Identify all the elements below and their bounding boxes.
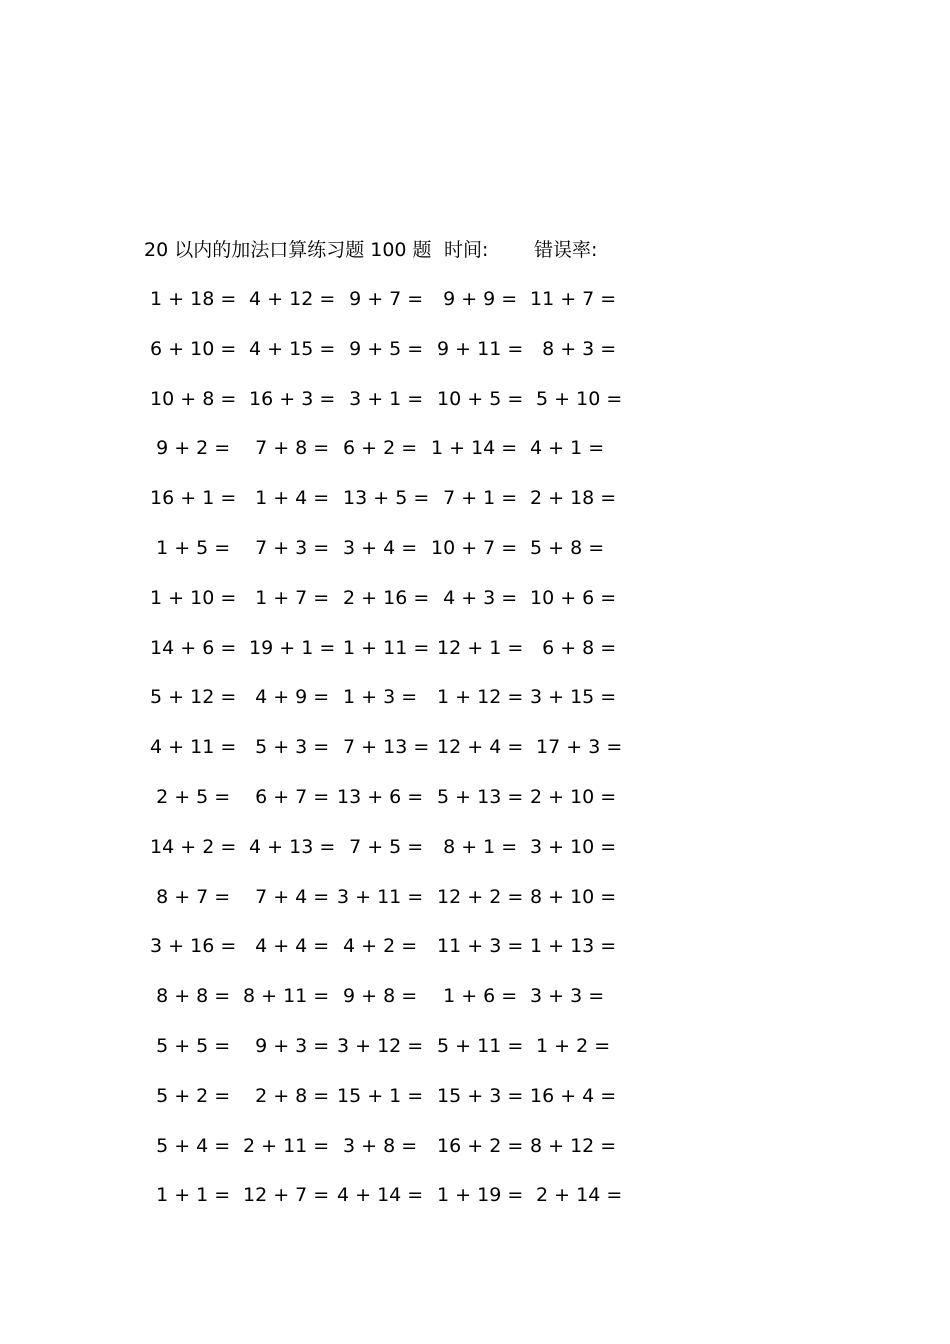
addition-problem: 2 + 11 =	[243, 1134, 330, 1157]
addition-problem: 9 + 5 =	[337, 337, 424, 360]
addition-problem: 1 + 6 =	[431, 985, 518, 1008]
addition-problem: 19 + 1 =	[243, 636, 336, 659]
addition-problem: 9 + 2 =	[144, 437, 231, 460]
addition-problem: 11 + 7 =	[530, 288, 617, 310]
addition-problem: 3 + 1 =	[337, 387, 424, 410]
problem-row	[144, 534, 634, 584]
addition-problem: 5 + 5 =	[144, 1034, 231, 1057]
addition-problem: 17 + 3 =	[530, 736, 623, 759]
addition-problem: 5 + 2 =	[144, 1084, 231, 1107]
problem-row	[144, 1132, 634, 1182]
problem-row	[144, 335, 634, 385]
addition-problem: 9 + 3 =	[243, 1034, 330, 1057]
addition-problem: 4 + 14 =	[337, 1184, 424, 1207]
addition-problem: 6 + 10 =	[144, 337, 237, 360]
addition-problem: 10 + 6 =	[530, 586, 617, 609]
addition-problem: 12 + 2 =	[431, 885, 524, 908]
addition-problem: 6 + 7 =	[243, 785, 330, 808]
problem-row	[144, 1082, 634, 1132]
addition-problem: 8 + 8 =	[144, 985, 231, 1008]
addition-problem: 5 + 4 =	[144, 1134, 231, 1157]
addition-problem: 4 + 1 =	[530, 437, 605, 460]
addition-problem: 3 + 12 =	[337, 1034, 424, 1057]
addition-problem: 1 + 14 =	[431, 437, 518, 460]
addition-problem: 1 + 11 =	[337, 636, 430, 659]
addition-problem: 12 + 1 =	[431, 636, 524, 659]
addition-problem: 9 + 7 =	[337, 288, 424, 310]
addition-problem: 2 + 8 =	[243, 1084, 330, 1107]
addition-problem: 1 + 18 =	[144, 288, 237, 310]
addition-problem: 3 + 3 =	[530, 985, 605, 1008]
problem-row	[144, 434, 634, 484]
addition-problem: 5 + 11 =	[431, 1034, 524, 1057]
addition-problem: 1 + 2 =	[530, 1034, 611, 1057]
addition-problem: 2 + 14 =	[530, 1184, 623, 1207]
addition-problem: 14 + 6 =	[144, 636, 237, 659]
addition-problem: 7 + 13 =	[337, 736, 430, 759]
addition-problem: 9 + 9 =	[431, 288, 518, 310]
addition-problem: 1 + 7 =	[243, 586, 330, 609]
problem-row	[144, 584, 634, 634]
addition-problem: 8 + 12 =	[530, 1134, 617, 1157]
addition-problem: 3 + 15 =	[530, 686, 617, 709]
addition-problem: 7 + 5 =	[337, 835, 424, 858]
addition-problem: 12 + 4 =	[431, 736, 524, 759]
addition-problem: 1 + 4 =	[243, 487, 330, 510]
problem-row	[144, 285, 634, 335]
addition-problem: 13 + 6 =	[337, 785, 424, 808]
problem-row	[144, 683, 634, 733]
problem-grid	[144, 285, 634, 1231]
addition-problem: 3 + 4 =	[337, 536, 418, 559]
addition-problem: 4 + 13 =	[243, 835, 336, 858]
problem-row	[144, 385, 634, 435]
addition-problem: 10 + 8 =	[144, 387, 237, 410]
addition-problem: 6 + 2 =	[337, 437, 418, 460]
addition-problem: 1 + 5 =	[144, 536, 231, 559]
problem-row	[144, 883, 634, 933]
addition-problem: 3 + 16 =	[144, 935, 237, 958]
addition-problem: 16 + 2 =	[431, 1134, 524, 1157]
addition-problem: 9 + 11 =	[431, 337, 524, 360]
time-label: 时间:	[444, 239, 489, 261]
problem-row	[144, 634, 634, 684]
problem-row	[144, 1032, 634, 1082]
addition-problem: 10 + 7 =	[431, 536, 518, 559]
addition-problem: 4 + 11 =	[144, 736, 237, 759]
addition-problem: 3 + 10 =	[530, 835, 617, 858]
addition-problem: 8 + 3 =	[530, 337, 617, 360]
addition-problem: 4 + 15 =	[243, 337, 336, 360]
addition-problem: 3 + 11 =	[337, 885, 424, 908]
addition-problem: 4 + 12 =	[243, 288, 336, 310]
addition-problem: 16 + 4 =	[530, 1084, 617, 1107]
addition-problem: 5 + 13 =	[431, 785, 524, 808]
addition-problem: 1 + 10 =	[144, 586, 237, 609]
addition-problem: 8 + 10 =	[530, 885, 617, 908]
problem-row	[144, 1181, 634, 1231]
error-rate-label: 错误率:	[534, 239, 598, 261]
addition-problem: 4 + 3 =	[431, 586, 518, 609]
addition-problem: 15 + 1 =	[337, 1084, 424, 1107]
addition-problem: 2 + 10 =	[530, 785, 617, 808]
addition-problem: 15 + 3 =	[431, 1084, 524, 1107]
addition-problem: 13 + 5 =	[337, 487, 430, 510]
addition-problem: 1 + 1 =	[144, 1184, 231, 1207]
addition-problem: 7 + 8 =	[243, 437, 330, 460]
problem-row	[144, 982, 634, 1032]
addition-problem: 8 + 7 =	[144, 885, 231, 908]
problem-row	[144, 484, 634, 534]
addition-problem: 2 + 16 =	[337, 586, 430, 609]
addition-problem: 7 + 4 =	[243, 885, 330, 908]
addition-problem: 5 + 3 =	[243, 736, 330, 759]
problem-row	[144, 833, 634, 883]
addition-problem: 7 + 3 =	[243, 536, 330, 559]
problem-row	[144, 932, 634, 982]
addition-problem: 10 + 5 =	[431, 387, 524, 410]
addition-problem: 2 + 18 =	[530, 487, 617, 510]
addition-problem: 5 + 12 =	[144, 686, 237, 709]
addition-problem: 12 + 7 =	[243, 1184, 330, 1207]
addition-problem: 4 + 4 =	[243, 935, 330, 958]
addition-problem: 1 + 19 =	[431, 1184, 524, 1207]
addition-problem: 8 + 11 =	[243, 985, 330, 1008]
addition-problem: 16 + 3 =	[243, 387, 336, 410]
addition-problem: 5 + 8 =	[530, 536, 605, 559]
problem-row	[144, 733, 634, 783]
addition-problem: 7 + 1 =	[431, 487, 518, 510]
addition-problem: 14 + 2 =	[144, 835, 237, 858]
addition-problem: 16 + 1 =	[144, 487, 237, 510]
worksheet-title: 20 以内的加法口算练习题 100 题	[144, 239, 432, 261]
addition-problem: 8 + 1 =	[431, 835, 518, 858]
problem-row	[144, 783, 634, 833]
addition-problem: 5 + 10 =	[530, 387, 623, 410]
addition-problem: 2 + 5 =	[144, 785, 231, 808]
addition-problem: 1 + 12 =	[431, 686, 524, 709]
addition-problem: 1 + 13 =	[530, 935, 617, 958]
addition-problem: 9 + 8 =	[337, 985, 418, 1008]
addition-problem: 11 + 3 =	[431, 935, 524, 958]
addition-problem: 4 + 2 =	[337, 935, 418, 958]
addition-problem: 1 + 3 =	[337, 686, 418, 709]
addition-problem: 4 + 9 =	[243, 686, 330, 709]
addition-problem: 6 + 8 =	[530, 636, 617, 659]
addition-problem: 3 + 8 =	[337, 1134, 418, 1157]
